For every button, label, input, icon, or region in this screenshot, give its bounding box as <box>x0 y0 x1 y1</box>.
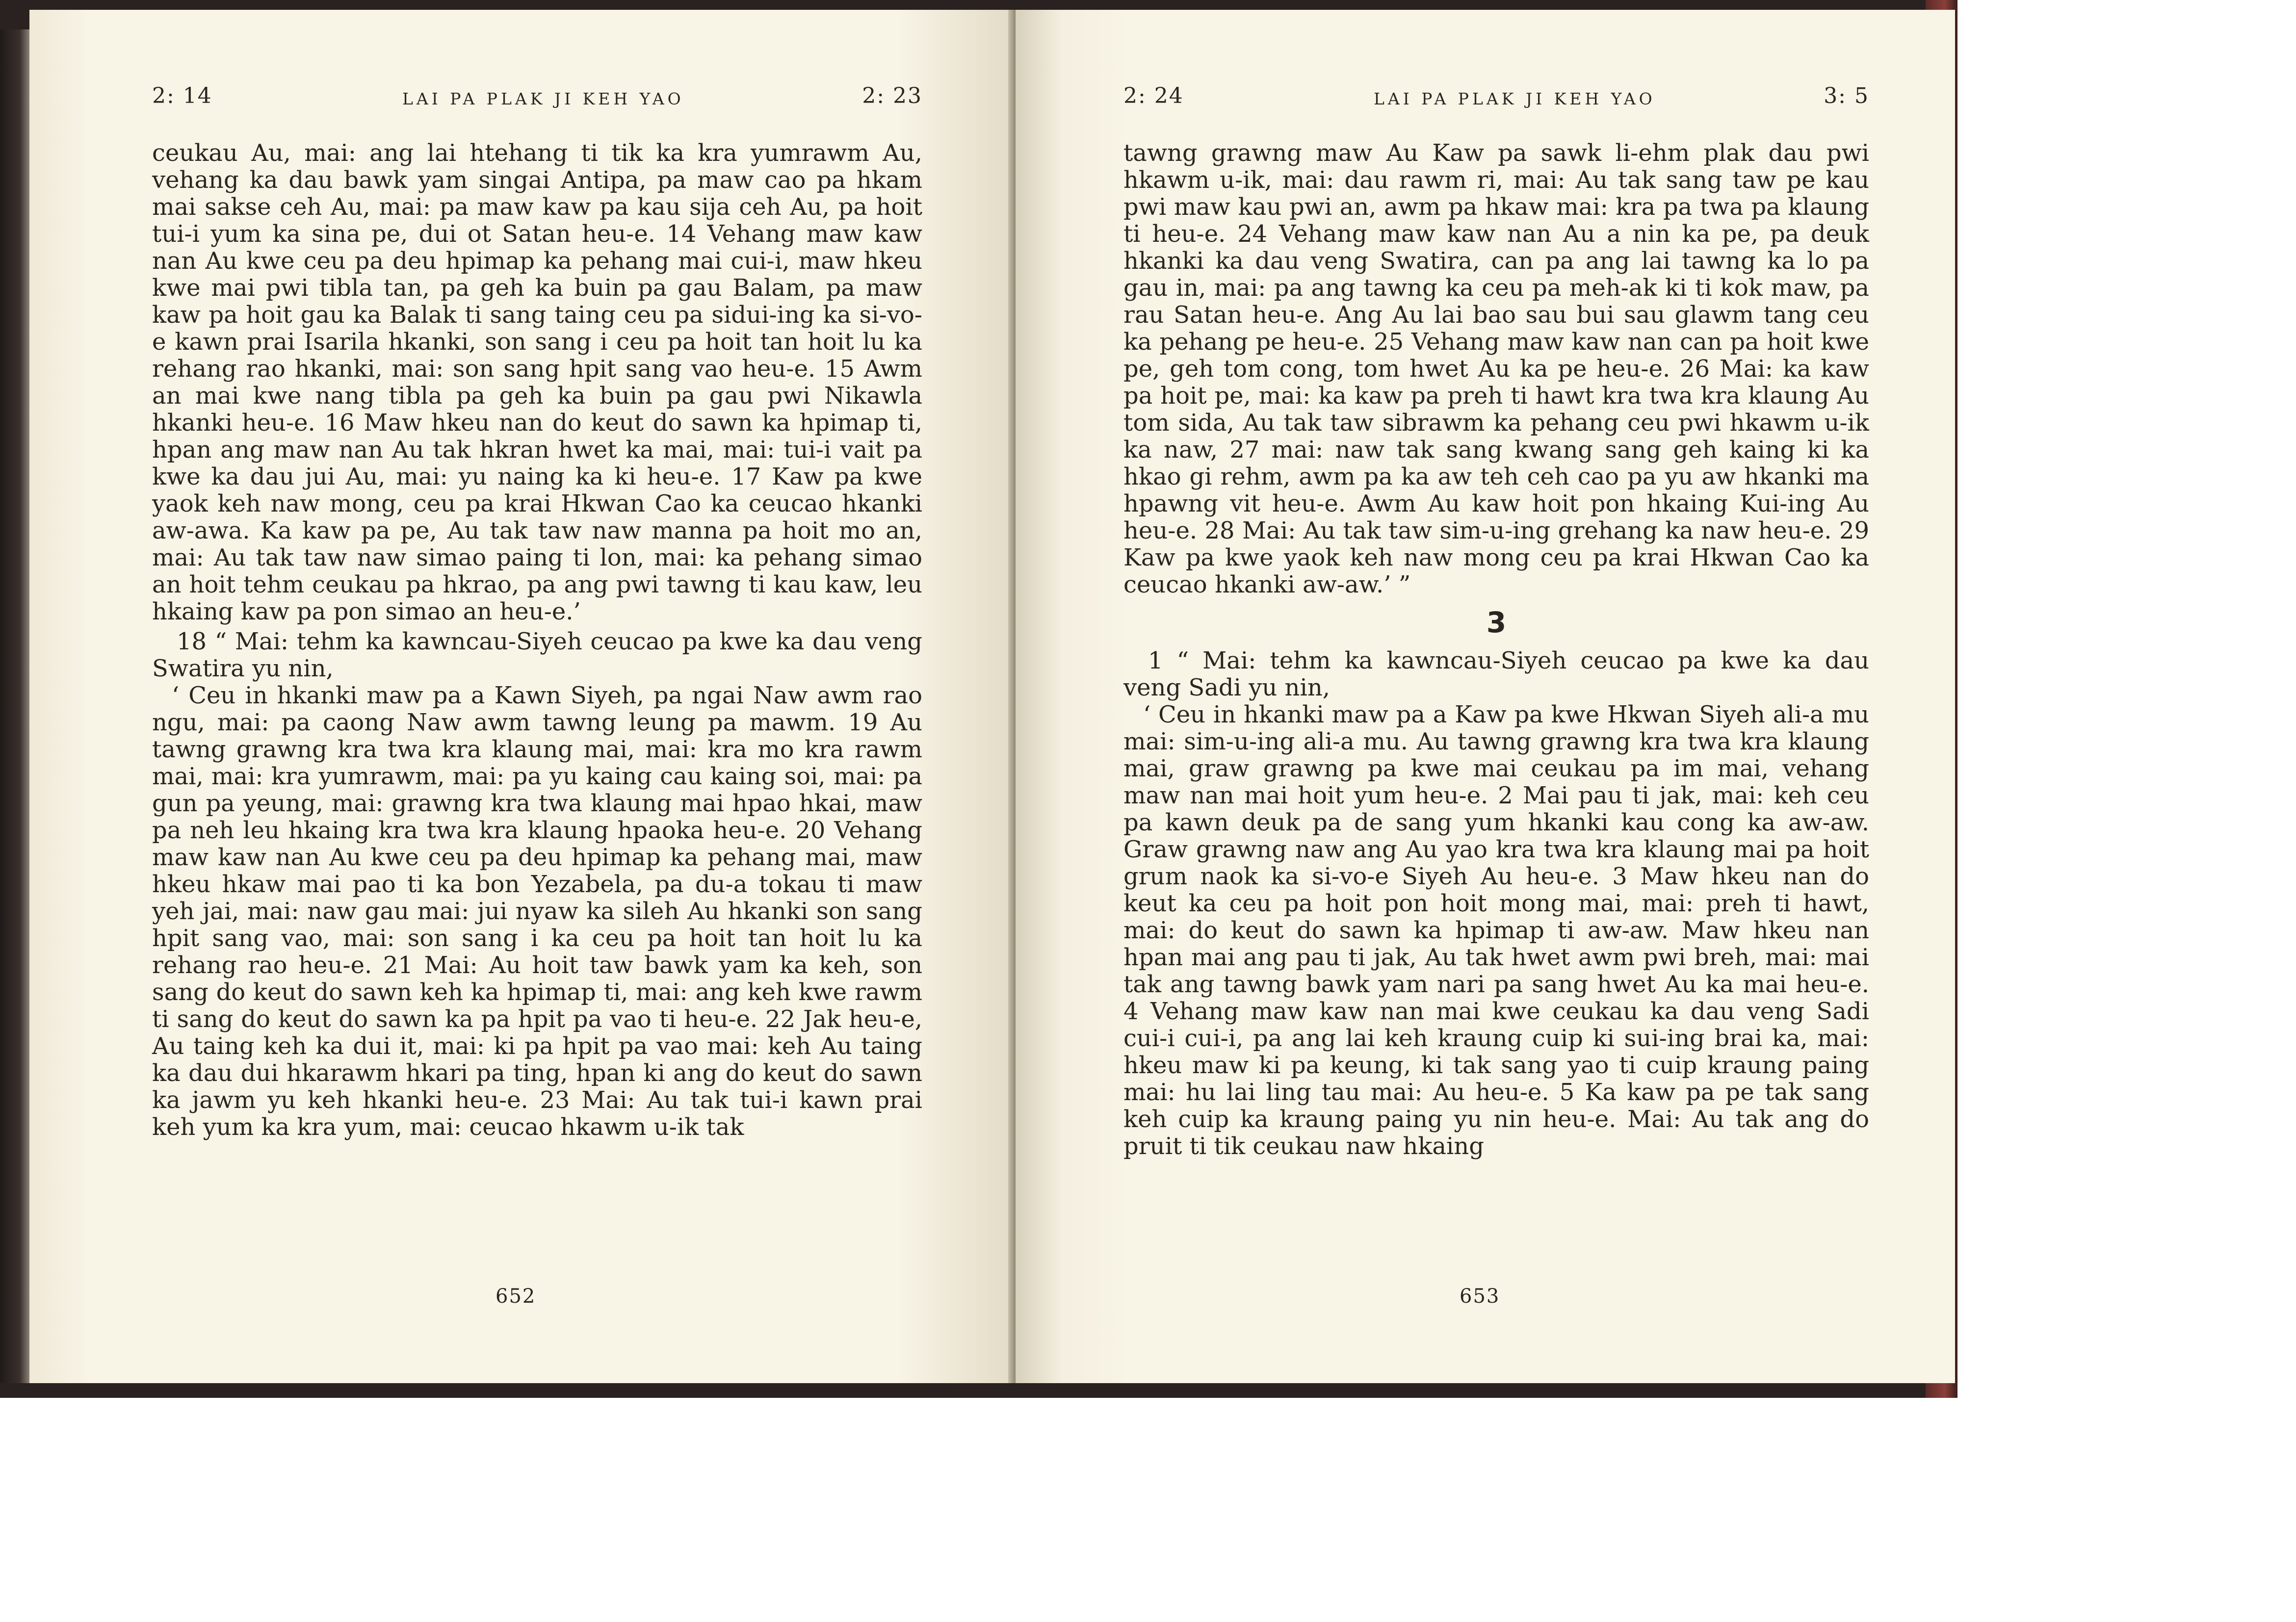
right-header-running-title: LAI PA PLAK JI KEH YAO <box>1374 89 1656 108</box>
left-header-running-title: LAI PA PLAK JI KEH YAO <box>402 89 684 108</box>
left-page-header <box>152 83 922 113</box>
right-header-ref-start: 2: 24 <box>1123 83 1184 108</box>
chapter-number: 3 <box>1486 606 1507 639</box>
left-page-number: 652 <box>496 1285 536 1308</box>
right-paragraph-2: 1 “ Mai: tehm ka kawncau-Siyeh ceucao pa kwe ka dau veng Sadi yu nin, <box>1123 647 1869 701</box>
left-page-body <box>152 140 922 1141</box>
right-page-header <box>1123 83 1869 113</box>
left-header-ref-end: 2: 23 <box>862 83 922 108</box>
right-paragraph-1: tawng grawng maw Au Kaw pa sawk li-ehm plak dau pwi hkawm u-ik, mai: dau rawm ri, mai: Au tak sang taw pe kau pwi maw kau pwi an, awm pa hkaw mai: kra pa twa pa klaung ti heu-e. 24 Vehang maw kaw nan Au a nin ka pe, pa deuk hkanki ka dau veng Swatira, can pa ang lai tawng ka lo pa gau in, mai: pa ang tawng ka ceu pa meh-ak ki ti kok maw, pa rau Satan heu-e. Ang Au lai bao sau bui sau glawm tang ceu ka pehang pe heu-e. 25 Vehang maw kaw nan can pa hoit kwe pe, geh tom cong, tom hwet Au ka pe heu-e. 26 Mai: ka kaw pa hoit pe, mai: ka kaw pa preh ti hawt kra twa kra klaung Au tom sida, Au tak taw sibrawm ka pehang ceu pwi hkawm u-ik ka naw, 27 mai: naw tak sang kwang sang geh kaing ki ka hkao gi rehm, awm pa ka aw teh ceh cao pa yu aw hkanki ma hpawng vit heu-e. Awm Au kaw hoit pon hkaing Kui-ing Au heu-e. 28 Mai: Au tak taw sim-u-ing grehang ka naw heu-e. 29 Kaw pa kwe yaok keh naw mong ceu pa krai Hkwan Cao ka ceucao hkanki aw-aw.’ ” <box>1123 139 1869 598</box>
left-paragraph-3: ‘ Ceu in hkanki maw pa a Kawn Siyeh, pa ngai Naw awm rao ngu, mai: pa caong Naw awm tawng leung pa mawm. 19 Au tawng grawng kra twa kra klaung mai, mai: kra mo kra rawm mai, mai: kra yumrawm, mai: pa yu kaing cau kaing soi, mai: pa gun pa yeung, mai: grawng kra twa klaung mai hpao hkai, maw pa neh leu hkaing kra twa kra klaung hpaoka heu-e. 20 Vehang maw kaw nan Au kwe ceu pa deu hpimap ka pehang mai, maw hkeu hkaw mai pao ti ka bon Yezabela, pa du-a tokau ti maw yeh jai, mai: naw gau mai: jui nyaw ka sileh Au hkanki son sang hpit sang vao, mai: son sang i ka ceu pa hoit tan hoit lu ka rehang rao heu-e. 21 Mai: Au hoit taw bawk yam ka keh, son sang do keut do sawn keh ka hpimap ti, mai: ang keh kwe rawm ti sang do keut do sawn ka pa hpit pa vao ti heu-e. 22 Jak heu-e, Au taing keh ka dui it, mai: ki pa hpit pa vao mai: keh Au taing ka dau dui hkarawm hkari pa ting, hpan ki ang do keut do sawn ka jawm yu keh hkanki heu-e. 23 Mai: Au tak tui-i kawn prai keh yum ka kra yum, mai: ceucao hkawm u-ik tak <box>152 682 922 1141</box>
right-paragraph-3: ‘ Ceu in hkanki maw pa a Kaw pa kwe Hkwan Siyeh ali-a mu mai: sim-u-ing ali-a mu. Au tawng grawng kra twa kra klaung mai, graw grawng pa kwe mai ceukau pa im mai, vehang maw nan mai hoit yum heu-e. 2 Mai pau ti jak, mai: keh ceu pa kawn deuk pa de sang yum hkanki kau cong ka aw-aw. Graw grawng naw ang Au yao kra twa kra klaung mai pa hoit grum naok ka si-vo-e Siyeh Au heu-e. 3 Maw hkeu nan do keut ka ceu pa hoit pon hoit mong mai, mai: preh ti hawt, mai: do keut do sawn ka hpimap ti aw-aw. Maw hkeu nan hpan mai ang pau ti jak, Au tak hwet awm pwi breh, mai: mai tak ang tawng bawk yam nari pa sang hwet Au ka mai heu-e. 4 Vehang maw kaw nan mai kwe ceukau ka dau veng Sadi cui-i cui-i, pa ang lai keh kraung cuip ki sui-ing brai ka, mai: hkeu maw ki pa keung, ki tak sang yao ti cuip kraung paing mai: hu lai ling tau mai: Au heu-e. 5 Ka kaw pa pe tak sang keh cuip ka kraung paing yu nin heu-e. Mai: Au tak ang do pruit ti tik ceukau naw hkaing <box>1123 701 1869 1160</box>
right-page-number: 653 <box>1460 1285 1500 1308</box>
right-header-ref-end: 3: 5 <box>1824 83 1869 108</box>
right-page <box>1016 10 1955 1383</box>
right-page-body <box>1123 140 1869 1160</box>
left-header-ref-start: 2: 14 <box>152 83 212 108</box>
left-paragraph-1: ceukau Au, mai: ang lai htehang ti tik ka kra yumrawm Au, vehang ka dau bawk yam singai Antipa, pa maw cao pa hkam mai sakse ceh Au, mai: pa maw kaw pa kau sija ceh Au, pa hoit tui-i yum ka sina pe, dui ot Satan heu-e. 14 Vehang maw kaw nan Au kwe ceu pa deu hpimap ka pehang mai cui-i, maw hkeu kwe mai pwi tibla tan, pa geh ka buin pa gau Balam, pa maw kaw pa hoit gau ka Balak ti sang taing ceu pa sidui-ing ka si-vo-e kawn prai Isarila hkanki, son sang i ceu pa hoit tan hoit lu ka rehang rao hkanki, mai: son sang hpit sang vao heu-e. 15 Awm an mai kwe nang tibla pa geh ka buin pa gau pwi Nikawla hkanki heu-e. 16 Maw hkeu nan do keut do sawn ka hpimap ti, hpan ang maw nan Au tak hkran hwet ka mai, mai: tui-i vait pa kwe ka dau jui Au, mai: yu naing ka ki heu-e. 17 Kaw pa kwe yaok keh naw mong, ceu pa krai Hkwan Cao ka ceucao hkanki aw-awa. Ka kaw pa pe, Au tak taw naw manna pa hoit mo an, mai: Au tak taw naw simao paing ti lon, mai: ka pehang simao an hoit tehm ceukau pa hkrao, pa ang pwi tawng ti kau kaw, leu hkaing kaw pa pon simao an heu-e.’ <box>152 139 922 625</box>
left-page <box>29 10 1016 1383</box>
left-paragraph-2: 18 “ Mai: tehm ka kawncau-Siyeh ceucao pa kwe ka dau veng Swatira yu nin, <box>152 628 922 682</box>
